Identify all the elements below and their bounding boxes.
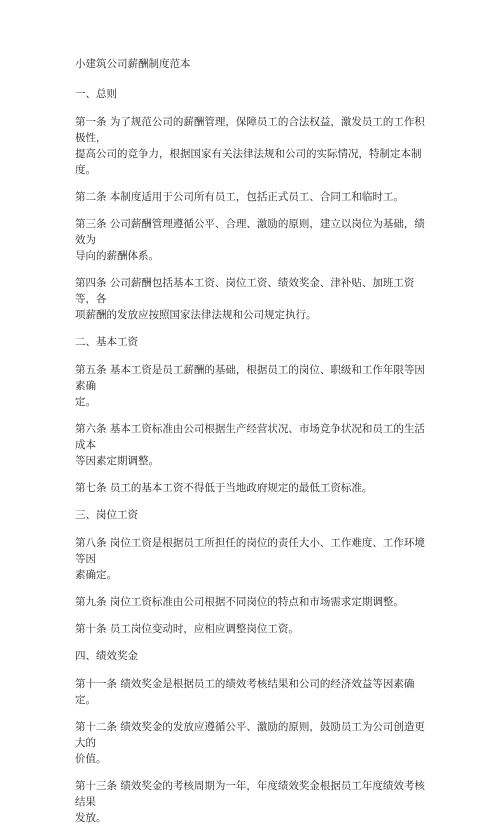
article-4: 第四条 公司薪酬包括基本工资、岗位工资、绩效奖金、津补贴、加班工资等，各 项薪酬的发放应按照国家法律法规和公司规定执行。 xyxy=(75,277,415,321)
article-10: 第十条 员工岗位变动时，应相应调整岗位工资。 xyxy=(75,623,299,635)
article-3: 第三条 公司薪酬管理遵循公平、合理、激励的原则，建立以岗位为基础，绩效为 导向的薪酬体系。 xyxy=(75,218,425,262)
document-title: 小建筑公司薪酬制度范本 xyxy=(75,58,191,70)
article-9: 第九条 岗位工资标准由公司根据不同岗位的特点和市场需求定期调整。 xyxy=(75,596,404,608)
article-2: 第二条 本制度适用于公司所有员工，包括正式员工、合同工和临时工。 xyxy=(75,191,404,203)
article-5: 第五条 基本工资是员工薪酬的基础，根据员工的岗位、职级和工作年限等因素确 定。 xyxy=(75,364,425,408)
section-heading: 四、绩效奖金 xyxy=(75,650,138,662)
article-1: 第一条 为了规范公司的薪酬管理，保障员工的合法权益，激发员工的工作积极性， 提高公司的竞争力，根据国家有关法律法规和公司的实际情况，特制定本制度。 xyxy=(75,116,425,176)
section-position-salary xyxy=(75,507,435,637)
section-heading: 一、总则 xyxy=(75,88,117,100)
section-heading: 三、岗位工资 xyxy=(75,509,138,521)
article-7: 第七条 员工的基本工资不得低于当地政府规定的最低工资标准。 xyxy=(75,482,373,494)
section-base-salary xyxy=(75,334,435,496)
section-performance-bonus xyxy=(75,648,435,826)
article-8: 第八条 岗位工资是根据员工所担任的岗位的责任大小、工作难度、工作环境等因 素确定。 xyxy=(75,537,425,581)
section-heading: 二、基本工资 xyxy=(75,336,138,348)
section-general xyxy=(75,86,435,323)
article-6: 第六条 基本工资标准由公司根据生产经营状况、市场竞争状况和员工的生活成本 等因素定期调整。 xyxy=(75,423,425,467)
article-12: 第十二条 绩效奖金的发放应遵循公平、激励的原则，鼓励员工为公司创造更大的 价值。 xyxy=(75,721,425,765)
document-page xyxy=(75,56,435,837)
article-11: 第十一条 绩效奖金是根据员工的绩效考核结果和公司的经济效益等因素确定。 xyxy=(75,678,415,706)
article-13: 第十三条 绩效奖金的考核周期为一年，年度绩效奖金根据员工年度绩效考核结果 发放。 xyxy=(75,780,425,824)
